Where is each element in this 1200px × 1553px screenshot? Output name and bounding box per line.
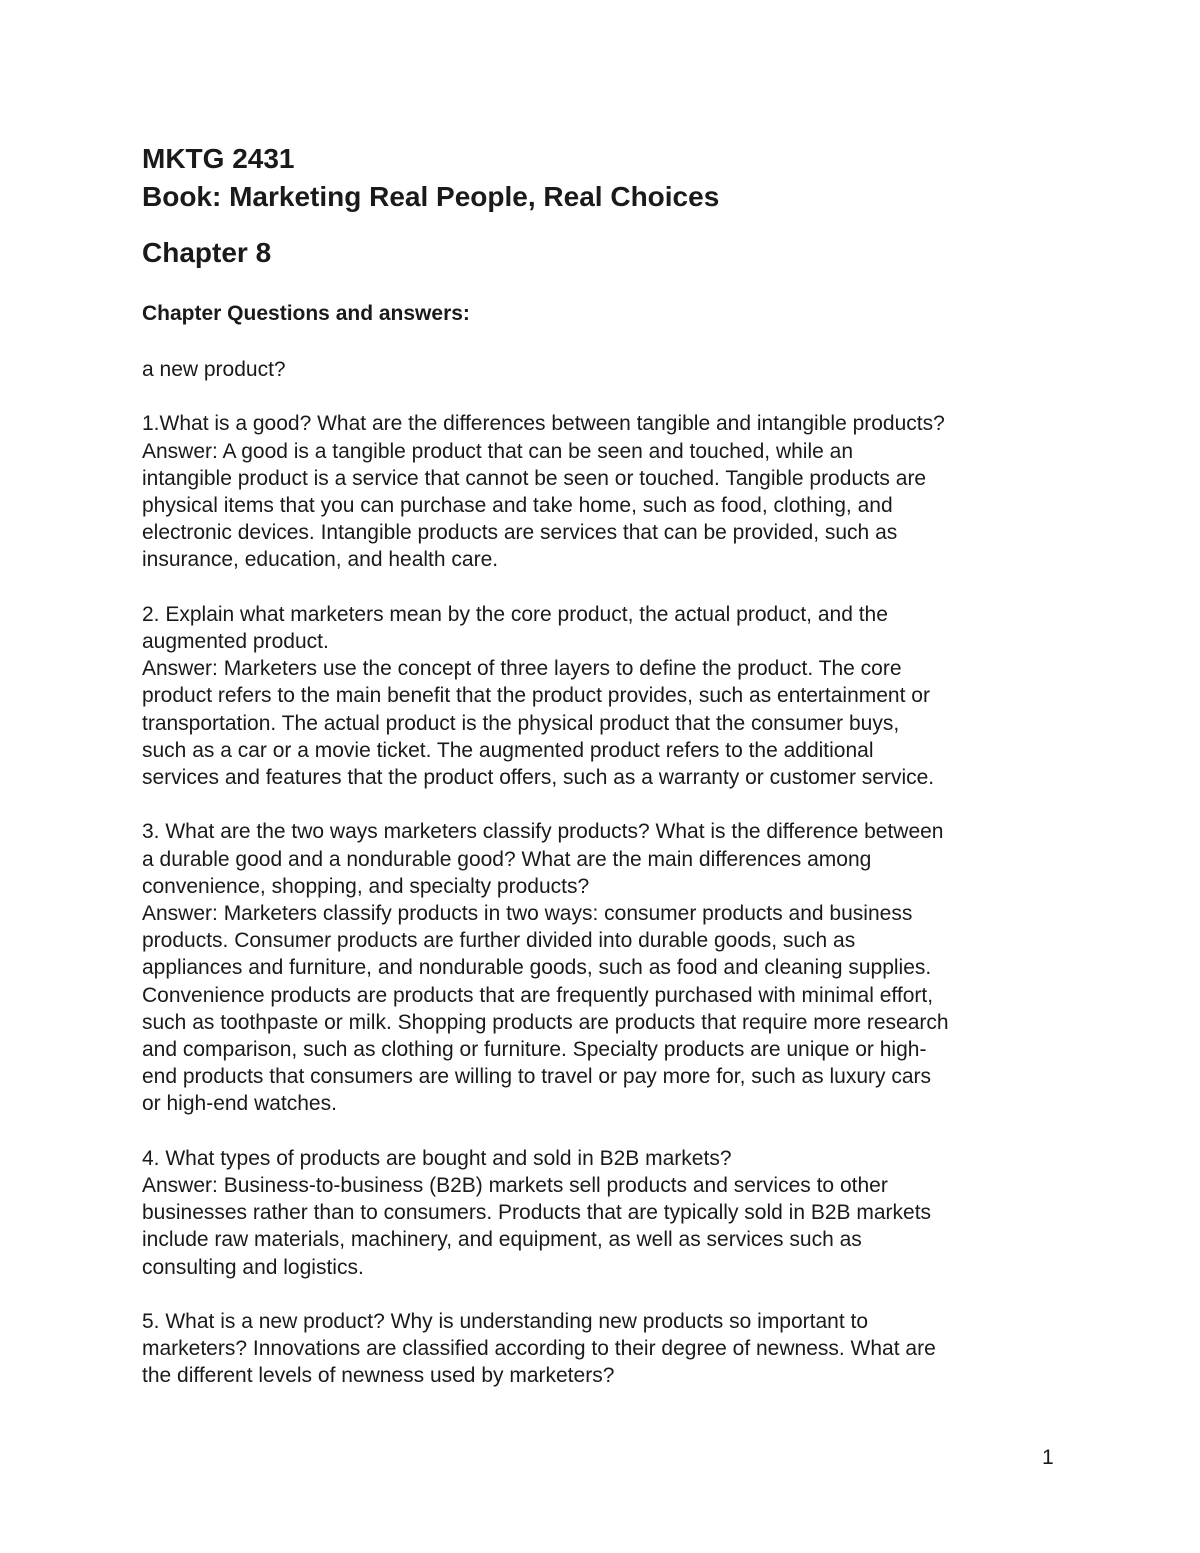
question-block-4 [142,1145,1072,1281]
question-2-line: services and features that the product offers, such as a warranty or customer service. [142,766,935,790]
paragraph-gap [142,383,1072,410]
question-5-line: marketers? Innovations are classified according to their degree of newness. What are [142,1337,936,1361]
book-title: Book: Marketing Real People, Real Choices [142,181,720,212]
question-2-line: product refers to the main benefit that the product provides, such as entertainment or [142,684,930,708]
question-3-line: end products that consumers are willing to travel or pay more for, such as luxury cars [142,1065,932,1089]
paragraph-gap [142,1118,1072,1145]
question-5-line: the different levels of newness used by marketers? [142,1364,615,1388]
question-3-line: Convenience products are products that are frequently purchased with minimal effort, [142,983,934,1007]
question-3-line: Answer: Marketers classify products in two ways: consumer products and business [142,902,913,926]
question-block-2 [142,601,1072,791]
paragraph-gap [142,1281,1072,1308]
question-4-line: consulting and logistics. [142,1255,364,1279]
question-2-line: transportation. The actual product is the physical product that the consumer buys, [142,711,900,735]
question-2-line: 2. Explain what marketers mean by the core product, the actual product, and the [142,602,888,626]
paragraph-gap [142,791,1072,818]
question-4-line: 4. What types of products are bought and sold in B2B markets? [142,1146,732,1170]
question-1-line: physical items that you can purchase and take home, such as food, clothing, and [142,494,893,517]
course-code: MKTG 2431 [142,143,295,174]
question-1-line: 1.What is a good? What are the differences between tangible and intangible products? [142,412,945,436]
stray-line: a new product? [142,358,286,381]
question-block-5 [142,1308,1072,1390]
question-3-line: products. Consumer products are further divided into durable goods, such as [142,929,856,953]
question-1-line: intangible product is a service that cannot be seen or touched. Tangible products are [142,466,927,490]
question-3-line: and comparison, such as clothing or furniture. Specialty products are unique or high- [142,1038,927,1062]
question-3-line: or high-end watches. [142,1092,337,1116]
question-2-line: such as a car or a movie ticket. The augmented product refers to the additional [142,738,874,762]
questions-list [142,383,1072,1389]
question-1-line: electronic devices. Intangible products are services that can be provided, such as [142,521,898,545]
page-content [142,140,1072,1390]
question-3-line: appliances and furniture, and nondurable goods, such as food and cleaning supplies. [142,956,932,980]
question-block-3 [142,818,1072,1117]
section-heading: Chapter Questions and answers: [142,302,470,325]
question-block-1 [142,410,1072,573]
question-3-line: convenience, shopping, and specialty products? [142,874,590,898]
question-1-line: insurance, education, and health care. [142,548,499,572]
question-4-line: include raw materials, machinery, and equipment, as well as services such as [142,1228,862,1252]
question-2-line: augmented product. [142,630,329,653]
question-1-line: Answer: A good is a tangible product that can be seen and touched, while an [142,439,853,463]
question-3-line: a durable good and a nondurable good? What are the main differences among [142,847,872,871]
question-4-line: businesses rather than to consumers. Products that are typically sold in B2B markets [142,1201,932,1225]
question-5-line: 5. What is a new product? Why is understanding new products so important to [142,1310,869,1334]
paragraph-gap [142,574,1072,601]
question-3-line: such as toothpaste or milk. Shopping products are products that require more research [142,1010,949,1034]
question-3-line: 3. What are the two ways marketers classify products? What is the difference between [142,820,944,844]
page-number: 1 [1042,1446,1054,1469]
question-2-line: Answer: Marketers use the concept of three layers to define the product. The core [142,657,902,681]
question-4-line: Answer: Business-to-business (B2B) markets sell products and services to other [142,1174,888,1198]
chapter-heading: Chapter 8 [142,237,272,268]
